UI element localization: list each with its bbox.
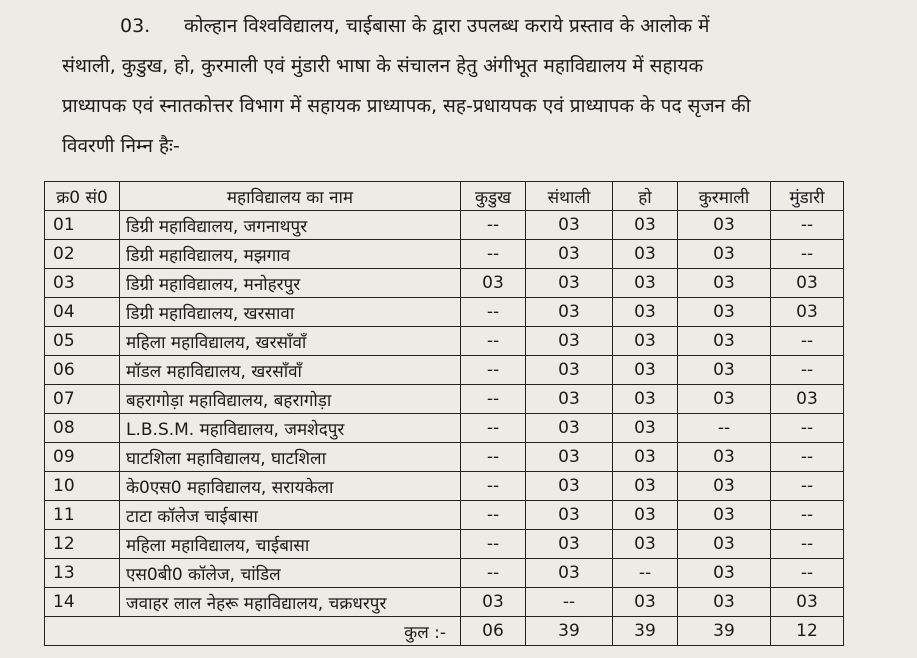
- intro-line-1: [62, 6, 908, 46]
- header-serial: क्र0 सं0: [45, 182, 120, 211]
- cell-ho: 03: [613, 327, 678, 356]
- cell-santhali: 03: [526, 530, 613, 559]
- cell-serial: 14: [45, 588, 120, 617]
- total-santhali: 39: [526, 617, 613, 646]
- table-row: [45, 298, 844, 327]
- total-label: कुल :-: [45, 617, 461, 646]
- cell-kurmali: 03: [678, 443, 771, 472]
- cell-college-name: के0एस0 महाविद्यालय, सरायकेला: [120, 472, 461, 501]
- intro-text-1: कोल्हान विश्वविद्यालय, चाईबासा के द्वारा उपलब्ध कराये प्रस्ताव के आलोक में: [184, 15, 710, 37]
- header-santhali: संथाली: [526, 182, 613, 211]
- cell-kurukh: --: [461, 327, 526, 356]
- cell-ho: 03: [613, 240, 678, 269]
- total-kurukh: 06: [461, 617, 526, 646]
- cell-mundari: --: [771, 327, 844, 356]
- cell-kurukh: 03: [461, 269, 526, 298]
- cell-college-name: डिग्री महाविद्यालय, मझगाव: [120, 240, 461, 269]
- intro-number: 03.: [120, 15, 151, 37]
- cell-kurmali: 03: [678, 356, 771, 385]
- cell-kurmali: 03: [678, 530, 771, 559]
- table-row: [45, 211, 844, 240]
- cell-ho: 03: [613, 530, 678, 559]
- intro-line-3: प्राध्यापक एवं स्नातकोत्तर विभाग में सहायक प्राध्यापक, सह-प्रधायपक एवं प्राध्यापक के पद सृजन की: [62, 95, 751, 117]
- cell-college-name: L.B.S.M. महाविद्यालय, जमशेदपुर: [120, 414, 461, 443]
- cell-college-name: महिला महाविद्यालय, खरसाँवाँ: [120, 327, 461, 356]
- intro-line-2: संथाली, कुडुख, हो, कुरमाली एवं मुंडारी भाषा के संचालन हेतु अंगीभूत महाविद्यालय में सहायक: [62, 55, 704, 77]
- cell-serial: 07: [45, 385, 120, 414]
- cell-kurukh: --: [461, 356, 526, 385]
- cell-ho: 03: [613, 385, 678, 414]
- cell-serial: 12: [45, 530, 120, 559]
- cell-ho: 03: [613, 443, 678, 472]
- cell-santhali: 03: [526, 559, 613, 588]
- cell-college-name: टाटा कॉलेज चाईबासा: [120, 501, 461, 530]
- intro-paragraph: [62, 6, 908, 166]
- cell-kurukh: 03: [461, 588, 526, 617]
- table-row: [45, 443, 844, 472]
- total-row: [45, 617, 844, 646]
- cell-mundari: --: [771, 240, 844, 269]
- cell-mundari: --: [771, 472, 844, 501]
- cell-college-name: मॉडल महाविद्यालय, खरसाँवाँ: [120, 356, 461, 385]
- cell-kurmali: --: [678, 414, 771, 443]
- table-row: [45, 385, 844, 414]
- cell-mundari: --: [771, 559, 844, 588]
- cell-serial: 08: [45, 414, 120, 443]
- cell-college-name: एस0बी0 कॉलेज, चांडिल: [120, 559, 461, 588]
- table-row: [45, 588, 844, 617]
- cell-kurukh: --: [461, 443, 526, 472]
- cell-santhali: 03: [526, 472, 613, 501]
- cell-serial: 04: [45, 298, 120, 327]
- table-row: [45, 530, 844, 559]
- cell-serial: 05: [45, 327, 120, 356]
- table-row: [45, 327, 844, 356]
- cell-kurmali: 03: [678, 385, 771, 414]
- cell-kurukh: --: [461, 530, 526, 559]
- cell-serial: 09: [45, 443, 120, 472]
- table-row: [45, 559, 844, 588]
- cell-serial: 02: [45, 240, 120, 269]
- cell-santhali: 03: [526, 211, 613, 240]
- cell-mundari: 03: [771, 385, 844, 414]
- cell-college-name: जवाहर लाल नेहरू महाविद्यालय, चक्रधरपुर: [120, 588, 461, 617]
- cell-kurukh: --: [461, 385, 526, 414]
- cell-kurmali: 03: [678, 501, 771, 530]
- cell-santhali: 03: [526, 414, 613, 443]
- cell-ho: 03: [613, 588, 678, 617]
- cell-kurmali: 03: [678, 472, 771, 501]
- table-row: [45, 472, 844, 501]
- cell-santhali: --: [526, 588, 613, 617]
- table-row: [45, 356, 844, 385]
- intro-line-4: विवरणी निम्न हैः-: [62, 135, 180, 157]
- cell-ho: 03: [613, 269, 678, 298]
- cell-mundari: 03: [771, 298, 844, 327]
- cell-santhali: 03: [526, 240, 613, 269]
- college-posts-table: [44, 181, 844, 646]
- cell-kurukh: --: [461, 414, 526, 443]
- cell-mundari: --: [771, 414, 844, 443]
- table-body: [45, 211, 844, 617]
- cell-kurmali: 03: [678, 269, 771, 298]
- total-ho: 39: [613, 617, 678, 646]
- cell-santhali: 03: [526, 385, 613, 414]
- cell-santhali: 03: [526, 327, 613, 356]
- cell-ho: --: [613, 559, 678, 588]
- header-mundari: मुंडारी: [771, 182, 844, 211]
- cell-santhali: 03: [526, 501, 613, 530]
- cell-santhali: 03: [526, 298, 613, 327]
- cell-kurmali: 03: [678, 588, 771, 617]
- cell-mundari: 03: [771, 269, 844, 298]
- cell-serial: 11: [45, 501, 120, 530]
- cell-ho: 03: [613, 356, 678, 385]
- cell-mundari: --: [771, 211, 844, 240]
- header-kurukh: कुडुख: [461, 182, 526, 211]
- table-row: [45, 240, 844, 269]
- total-mundari: 12: [771, 617, 844, 646]
- cell-kurukh: --: [461, 298, 526, 327]
- cell-santhali: 03: [526, 269, 613, 298]
- cell-ho: 03: [613, 472, 678, 501]
- cell-mundari: --: [771, 501, 844, 530]
- cell-ho: 03: [613, 211, 678, 240]
- cell-college-name: घाटशिला महाविद्यालय, घाटशिला: [120, 443, 461, 472]
- cell-mundari: --: [771, 356, 844, 385]
- cell-college-name: बहरागोड़ा महाविद्यालय, बहरागोड़ा: [120, 385, 461, 414]
- table-header-row: [45, 182, 844, 211]
- cell-mundari: 03: [771, 588, 844, 617]
- table-row: [45, 414, 844, 443]
- cell-college-name: डिग्री महाविद्यालय, खरसावा: [120, 298, 461, 327]
- cell-serial: 01: [45, 211, 120, 240]
- table-row: [45, 269, 844, 298]
- cell-ho: 03: [613, 298, 678, 327]
- header-kurmali: कुरमाली: [678, 182, 771, 211]
- table-row: [45, 501, 844, 530]
- cell-ho: 03: [613, 414, 678, 443]
- cell-mundari: --: [771, 530, 844, 559]
- cell-kurmali: 03: [678, 211, 771, 240]
- cell-kurukh: --: [461, 472, 526, 501]
- cell-college-name: डिग्री महाविद्यालय, जगनाथपुर: [120, 211, 461, 240]
- cell-college-name: महिला महाविद्यालय, चाईबासा: [120, 530, 461, 559]
- cell-serial: 06: [45, 356, 120, 385]
- cell-serial: 13: [45, 559, 120, 588]
- total-kurmali: 39: [678, 617, 771, 646]
- cell-kurukh: --: [461, 240, 526, 269]
- cell-kurmali: 03: [678, 559, 771, 588]
- cell-kurmali: 03: [678, 240, 771, 269]
- cell-kurukh: --: [461, 501, 526, 530]
- header-college-name: महाविद्यालय का नाम: [120, 182, 461, 211]
- cell-mundari: --: [771, 443, 844, 472]
- cell-kurukh: --: [461, 211, 526, 240]
- cell-santhali: 03: [526, 356, 613, 385]
- cell-kurmali: 03: [678, 298, 771, 327]
- cell-kurukh: --: [461, 559, 526, 588]
- header-ho: हो: [613, 182, 678, 211]
- cell-serial: 10: [45, 472, 120, 501]
- cell-kurmali: 03: [678, 327, 771, 356]
- cell-serial: 03: [45, 269, 120, 298]
- cell-college-name: डिग्री महाविद्यालय, मनोहरपुर: [120, 269, 461, 298]
- cell-ho: 03: [613, 501, 678, 530]
- cell-santhali: 03: [526, 443, 613, 472]
